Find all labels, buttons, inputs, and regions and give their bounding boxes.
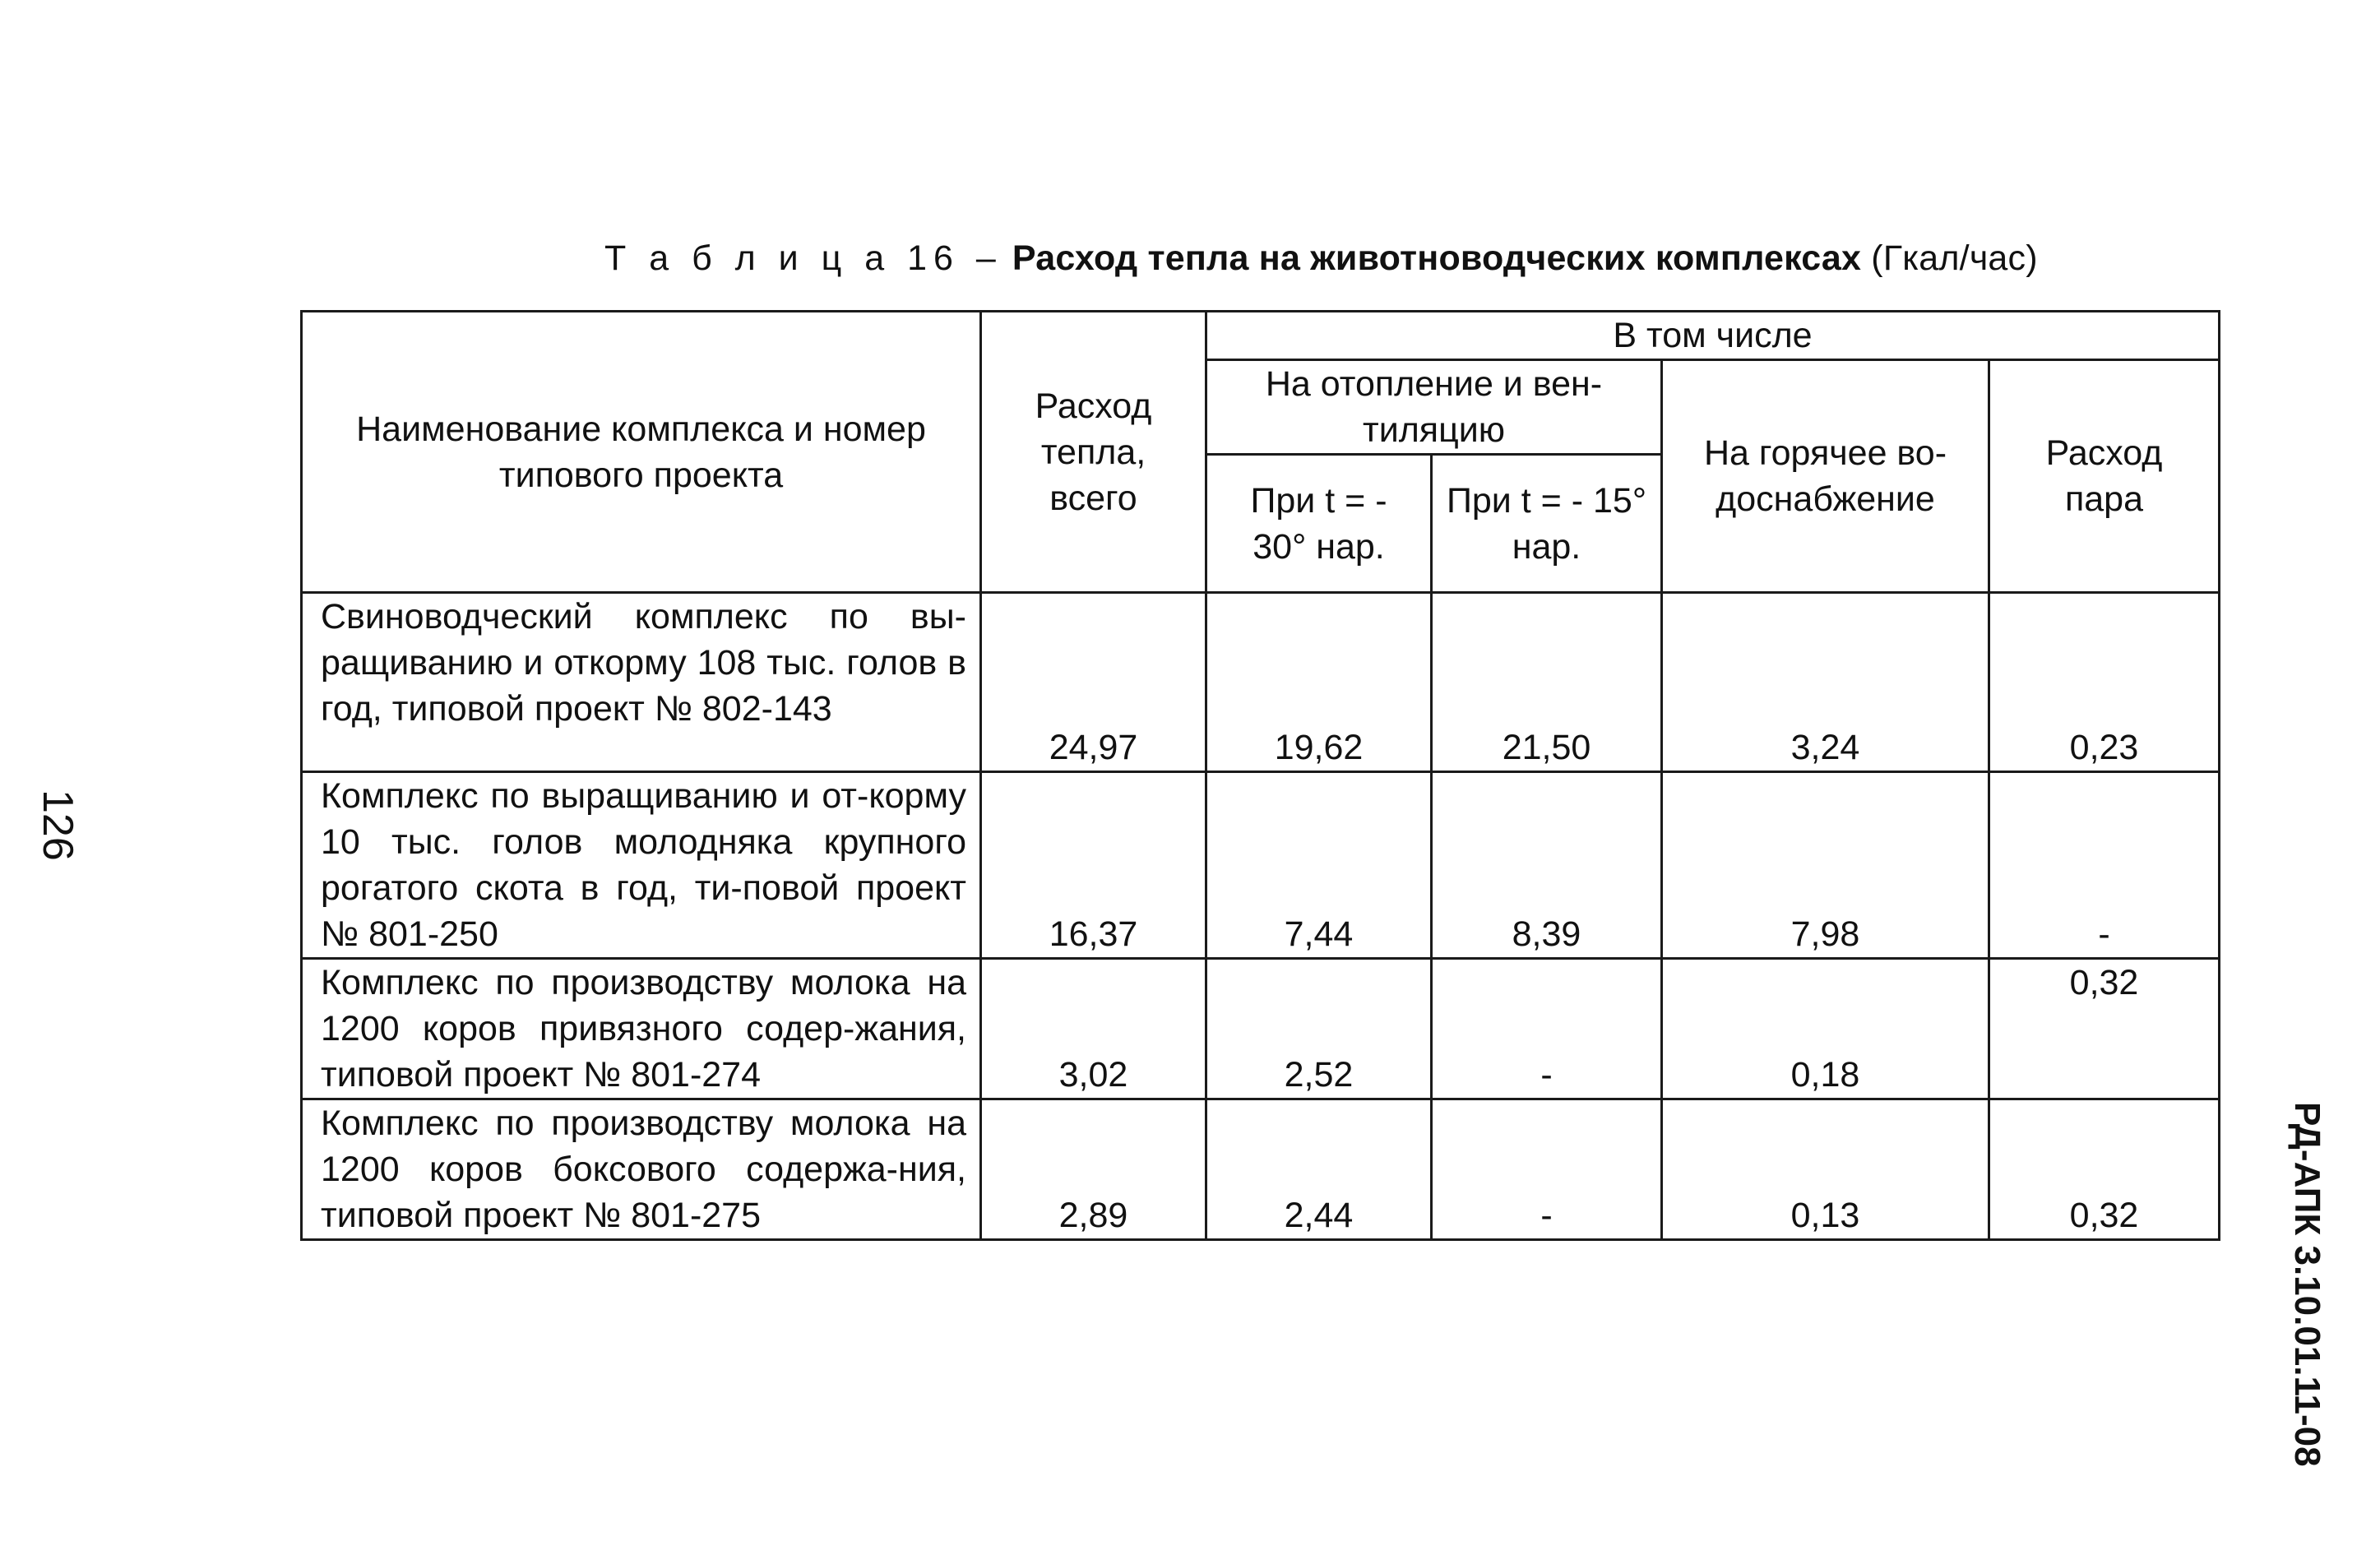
row-t15: - [1432,1099,1662,1240]
row-t30: 2,52 [1206,959,1432,1099]
row-t15: 8,39 [1432,772,1662,959]
row-t15: 21,50 [1432,593,1662,772]
row-hot-water: 7,98 [1662,772,1989,959]
row-t30: 19,62 [1206,593,1432,772]
row-name: Комплекс по производству молока на 1200 коров боксового содержа-ния, типовой проект № 801-275 [302,1099,981,1240]
row-name: Комплекс по производству молока на 1200 коров привязного содер-жания, типовой проект № 801-274 [302,959,981,1099]
table-row [302,959,2220,1099]
page-number: 126 [34,789,81,861]
row-hot-water: 0,18 [1662,959,1989,1099]
header-including: В том числе [1206,312,2220,360]
table-row [302,593,2220,772]
row-total: 16,37 [981,772,1206,959]
header-steam: Расход пара [1989,360,2220,593]
caption-prefix: Т а б л и ц а 16 – [604,238,1002,278]
row-name: Свиноводческий комплекс по вы-ращиванию и откорму 108 тыс. голов в год, типовой проект № 802-143 [302,593,981,772]
row-hot-water: 3,24 [1662,593,1989,772]
row-total: 3,02 [981,959,1206,1099]
header-hot-water: На горячее во-доснабжение [1662,360,1989,593]
row-steam: 0,23 [1989,593,2220,772]
header-t-minus-15: При t = - 15° нар. [1432,455,1662,593]
table-caption [604,238,2038,279]
table-row [302,772,2220,959]
caption-unit: (Гкал/час) [1861,238,2038,278]
heat-consumption-table [300,310,2220,1241]
row-t30: 2,44 [1206,1099,1432,1240]
row-total: 24,97 [981,593,1206,772]
row-steam: 0,32 [1989,1099,2220,1240]
header-total: Расход тепла, всего [981,312,1206,593]
header-heating-ventilation: На отопление и вен-тиляцию [1206,360,1662,455]
row-name: Комплекс по выращиванию и от-корму 10 тыс. голов молодняка крупного рогатого скота в год, ти-повой проект № 801-250 [302,772,981,959]
row-t15: - [1432,959,1662,1099]
row-total: 2,89 [981,1099,1206,1240]
row-hot-water: 0,13 [1662,1099,1989,1240]
header-t-minus-30: При t = - 30° нар. [1206,455,1432,593]
caption-title: Расход тепла на животноводческих комплексах [1002,238,1862,278]
header-name: Наименование комплекса и номер типового проекта [302,312,981,593]
document-code: РД-АПК 3.10.01.11-08 [2287,1102,2327,1467]
row-t30: 7,44 [1206,772,1432,959]
row-steam: 0,32 [1989,959,2220,1099]
table-row [302,1099,2220,1240]
row-steam: - [1989,772,2220,959]
